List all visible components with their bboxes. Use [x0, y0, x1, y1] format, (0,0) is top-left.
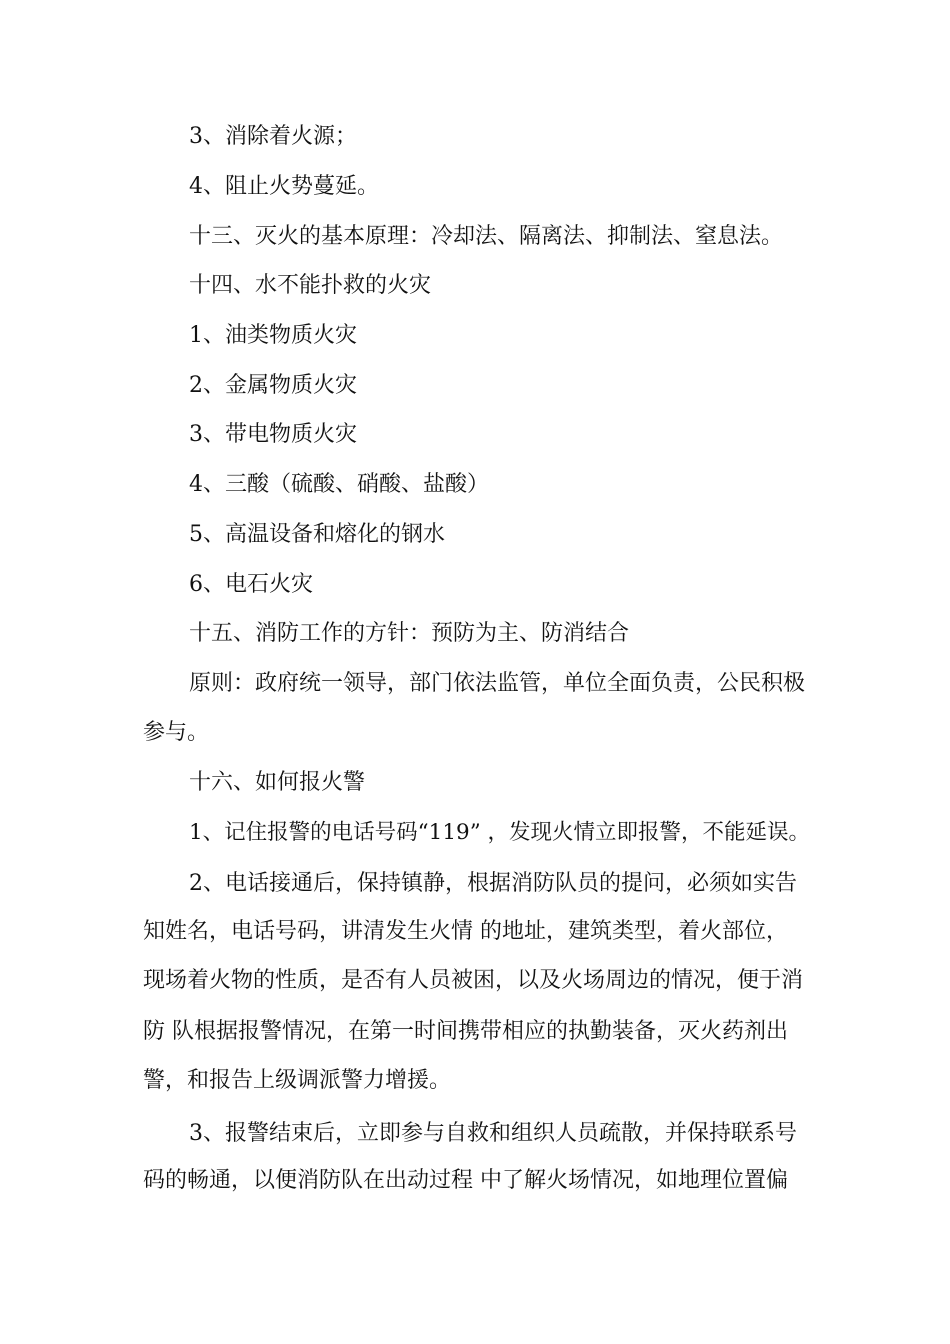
paragraph-line: 码的畅通，以便消防队在出动过程 中了解火场情况，如地理位置偏	[143, 1168, 788, 1193]
list-item: 1、油类物质火灾	[189, 323, 357, 348]
paragraph-line: 参与。	[143, 720, 210, 745]
paragraph-line: 警，和报告上级调派警力增援。	[143, 1068, 452, 1093]
paragraph-line: 防 队根据报警情况，在第一时间携带相应的执勤装备，灭火药剂出	[143, 1019, 788, 1044]
list-item: 2、金属物质火灾	[189, 373, 357, 398]
section-heading: 十四、水不能扑救的火灾	[189, 273, 432, 298]
paragraph-line: 知姓名，电话号码，讲清发生火情 的地址，建筑类型，着火部位，	[143, 919, 788, 944]
list-item: 3、带电物质火灾	[189, 422, 357, 447]
list-item: 5、高温设备和熔化的钢水	[189, 522, 445, 547]
section-heading: 十三、灭火的基本原理：冷却法、隔离法、抑制法、窒息法。	[189, 224, 784, 249]
paragraph-line: 原则：政府统一领导，部门依法监管，单位全面负责，公民积极	[189, 671, 806, 696]
paragraph-line: 2、电话接通后，保持镇静，根据消防队员的提问，必须如实告	[189, 871, 797, 896]
list-item: 6、电石火灾	[189, 572, 313, 597]
paragraph-line: 3、消除着火源；	[189, 124, 357, 149]
section-heading: 十六、如何报火警	[189, 770, 366, 795]
paragraph-line: 现场着火物的性质，是否有人员被困，以及火场周边的情况，便于消	[143, 968, 804, 993]
section-heading: 十五、消防工作的方针：预防为主、防消结合	[189, 621, 630, 646]
paragraph-line: 3、报警结束后，立即参与自救和组织人员疏散，并保持联系号	[189, 1121, 797, 1146]
paragraph-line: 1、记住报警的电话号码“119” ，发现火情立即报警，不能延误。	[189, 820, 811, 845]
list-item: 4、三酸（硫酸、硝酸、盐酸）	[189, 472, 489, 497]
paragraph-line: 4、阻止火势蔓延。	[189, 174, 379, 199]
